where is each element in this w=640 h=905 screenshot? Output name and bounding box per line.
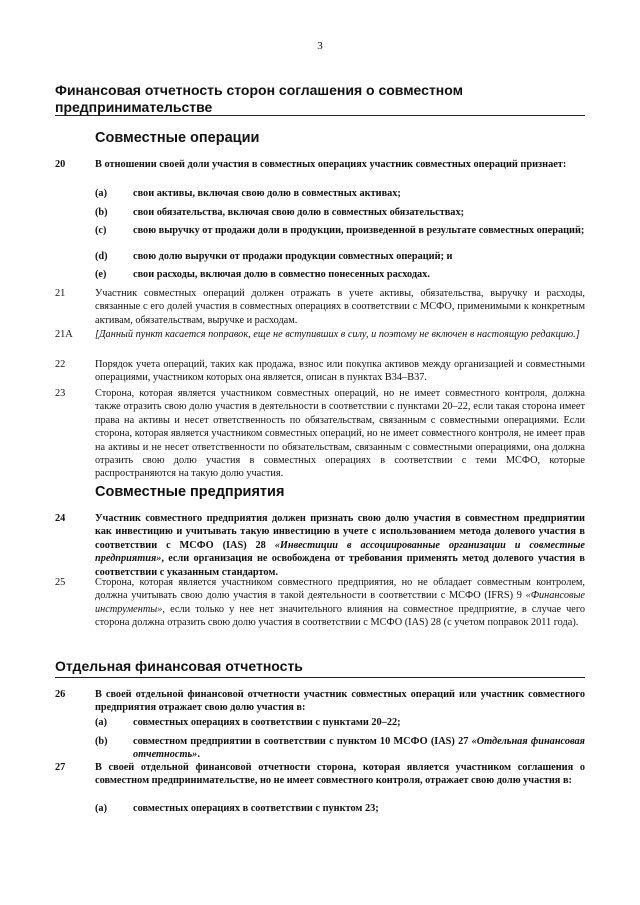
paragraph-text [95,576,585,630]
list-item-text-part: . [197,749,200,761]
list-item-label: (a) [95,803,108,814]
list-item-text [133,735,585,762]
paragraph-number: 27 [55,762,66,773]
list-item-text: свои активы, включая свою долю в совместных активах; [133,188,401,199]
heading-rule [55,677,585,678]
paragraph-text: [Данный пункт касается поправок, еще не вступивших в силу, и поэтому не включен в настоящую редакцию.] [95,329,580,340]
paragraph-number: 23 [55,388,66,399]
list-item-label: (b) [95,207,108,218]
standard-title: «Инвестиции в ассоциированные организации и совместные предприятия» [95,539,585,565]
section-title-joint-operations: Совместные операции [95,130,260,146]
paragraph-number: 21A [55,329,73,340]
standard-title: «Отдельная финансовая отчетность» [133,736,585,761]
paragraph-number: 26 [55,689,66,700]
list-item-label: (a) [95,717,108,728]
list-item-text: свои расходы, включая долю в совместно понесенных расходах. [133,269,430,280]
paragraph-number: 24 [55,513,66,524]
heading-rule [55,115,585,116]
paragraph-number: 21 [55,288,66,299]
paragraph-text-part: Сторона, которая является участником совместного предприятия, но не обладает совместным контролем, должна учитывать свою долю участия в такой деятельности в соответствии с МСФО (IFRS) 9 [95,577,585,602]
paragraph-text: В своей отдельной финансовой отчетности сторона, которая является участником соглашения о совместном предпринимательстве, но не имеет совместного контроля, отражает свою долю участия в: [95,762,585,787]
paragraph-text: Порядок учета операций, таких как продажа, взнос или покупка активов между организацией и совместными операциями, участником которых она является, описан в пунктах B34–B37. [95,359,585,384]
list-item-label: (a) [95,188,108,199]
main-heading: Финансовая отчетность сторон соглашения о совместном предпринимательстве [55,82,463,115]
list-item-label: (b) [95,736,108,747]
paragraph-text-part: , если только у нее нет значительного влияния на совместное предприятие, в случае чего сторона должна отразить свою долю участия в соответствии с МСФО (IAS) 28 (с учетом поправок 2011 года). [95,603,585,629]
paragraph-text: Участник совместных операций должен отражать в учете активы, обязательства, выручку и расходы, связанные с его долей участия в совместных операциях в соответствии с МСФО, применимыми к конкретным активам, обязательствам, выручке и расходам. [95,288,585,326]
page-number: 3 [317,40,323,52]
paragraph-text [95,512,585,579]
standard-title: «Финансовые инструменты» [95,590,585,615]
paragraph-text: В своей отдельной финансовой отчетности участник совместных операций или участник совместного предприятия отражает свою долю участия в: [95,689,585,714]
list-item-label: (e) [95,269,107,280]
list-item-text-part: совместном предприятии в соответствии с пунктом 10 МСФО (IAS) 27 [133,736,472,747]
list-item-text: совместных операциях в соответствии с пунктом 23; [133,803,379,814]
paragraph-text: В отношении своей доли участия в совместных операциях участник совместных операций признает: [95,159,567,170]
section-title-separate-statements: Отдельная финансовая отчетность [55,658,303,674]
paragraph-text-part: Участник совместного предприятия должен признать свою долю участия в совместном предприятии как инвестицию и учитывать такую инвестицию в учете с использованием метода долевого участия в соответствии с МСФО (IAS) 28 [95,513,585,551]
list-item-text: совместных операциях в соответствии с пунктами 20–22; [133,717,401,728]
list-item-text: свою долю выручки от продажи продукции совместных операций; и [133,251,453,262]
paragraph-number: 22 [55,359,66,370]
paragraph-text: Сторона, которая является участником совместных операций, но не имеет совместного контроля, должна также отразить свою долю участия в деятельности в соответствии с пунктами 20–22, если такая сторона имеет права на активы и несет ответственность по обязательствам, связанным с совместными операциями. Если сторона, которая является участником совместных операций, но не имеет совместного контроля, не имеет прав на активы и не несет ответственности по обязательствам, связанным с совместными операциями, она должна отразить свою долю участия в совместных операциях в соответствии с теми МСФО, которые распространяются на такую долю участия. [95,388,585,480]
list-item-label: (c) [95,225,107,236]
list-item-label: (d) [95,251,108,262]
paragraph-text-part: , если организация не освобождена от требования применять метод долевого участия в соответствии с указанным стандартом. [95,553,585,578]
list-item-text: свои обязательства, включая свою долю в совместных обязательствах; [133,207,465,218]
section-title-joint-ventures: Совместные предприятия [95,484,285,500]
list-item-text: свою выручку от продажи доли в продукции, произведенной в результате совместных операций; [133,225,585,236]
paragraph-number: 25 [55,577,66,588]
paragraph-number: 20 [55,159,66,170]
